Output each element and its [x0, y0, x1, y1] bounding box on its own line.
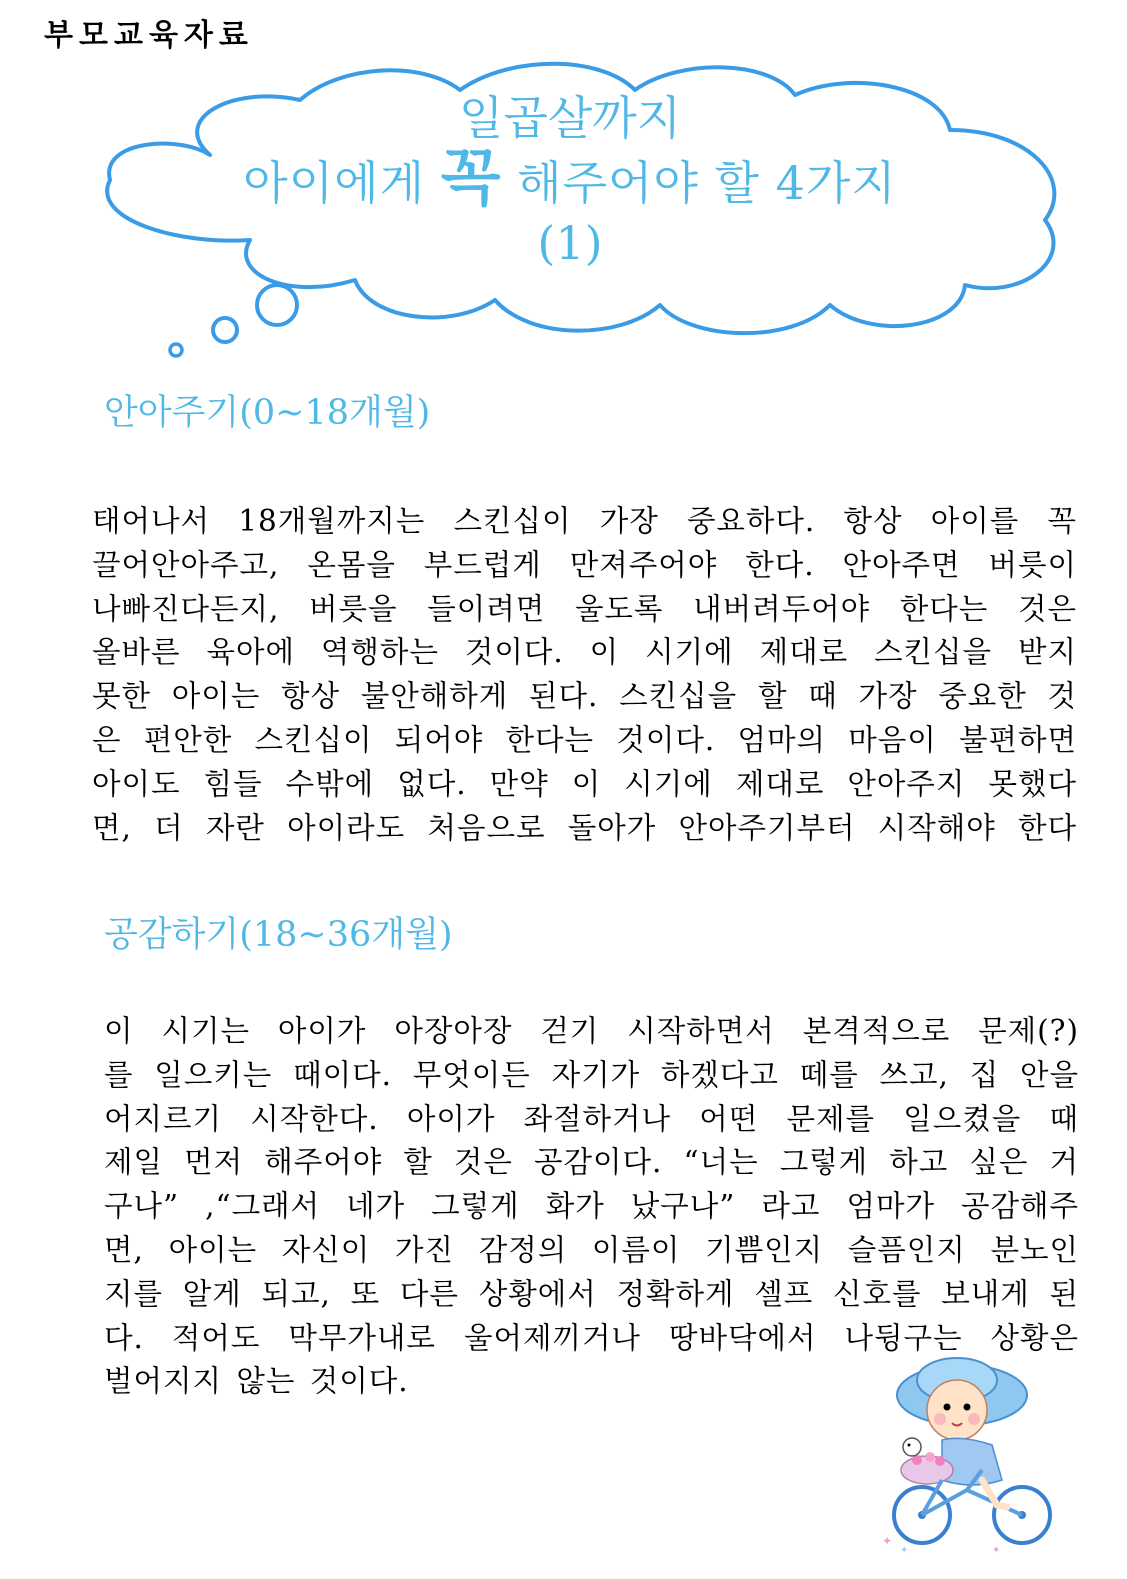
- title-line-2-start: 아이에게: [243, 156, 441, 210]
- svg-text:✦: ✦: [900, 1545, 909, 1555]
- paragraph-line: 아이도 힘들 수밖에 없다. 만약 이 시기에 제대로 안아주지 못했다: [92, 766, 1077, 801]
- girl-on-bicycle-icon: [872, 1355, 1072, 1555]
- paragraph-line: 면, 더 자란 아이라도 처음으로 돌아가 안아주기부터 시작해야 한다: [92, 810, 1077, 845]
- title-line-3: (1): [537, 216, 603, 270]
- section-heading-empathy: 공감하기(18~36개월): [104, 915, 453, 955]
- paragraph-line: 나빠진다든지, 버릇을 들이려면 울도록 내버려두어야 한다는 것은: [92, 591, 1077, 626]
- document-category-label: 부모교육자료: [44, 18, 254, 53]
- paragraph-line: 벌어지지 않는 것이다.: [104, 1364, 409, 1399]
- title-line-1: 일곱살까지: [458, 91, 682, 145]
- section-body-empathy: [104, 1010, 1079, 1404]
- paragraph-line: 면, 아이는 자신이 가진 감정의 이름이 기쁨인지 슬픔인지 분노인: [104, 1232, 1079, 1267]
- paragraph-line: 끌어안아주고, 온몸을 부드럽게 만져주어야 한다. 안아주면 버릇이: [92, 547, 1077, 582]
- section-body-hugging: [92, 500, 1077, 850]
- paragraph-line: 올바른 육아에 역행하는 것이다. 이 시기에 제대로 스킨십을 받지: [92, 635, 1077, 670]
- page-title: [120, 88, 1020, 273]
- paragraph-line: 를 일으키는 때이다. 무엇이든 자기가 하겠다고 떼를 쓰고, 집 안을: [104, 1057, 1079, 1092]
- paragraph-line: 다. 적어도 막무가내로 울어제끼거나 땅바닥에서 나뒹구는 상황은: [104, 1320, 1079, 1355]
- title-line-2-end: 해주어야 할 4가지: [501, 156, 897, 210]
- paragraph-line: 어지르기 시작한다. 아이가 좌절하거나 어떤 문제를 일으켰을 때: [104, 1101, 1079, 1136]
- title-emphasis: 꼭: [440, 141, 502, 214]
- svg-text:✦: ✦: [882, 1534, 893, 1548]
- svg-text:✦: ✦: [992, 1545, 1001, 1555]
- paragraph-line: 은 편안한 스킨십이 되어야 한다는 것이다. 엄마의 마음이 불편하면: [92, 722, 1077, 757]
- paragraph-line: 지를 알게 되고, 또 다른 상황에서 정확하게 셀프 신호를 보내게 된: [104, 1276, 1079, 1311]
- paragraph-line: 못한 아이는 항상 불안해하게 된다. 스킨십을 할 때 가장 중요한 것: [92, 679, 1077, 714]
- paragraph-line: 이 시기는 아이가 아장아장 걷기 시작하면서 본격적으로 문제(?): [104, 1014, 1079, 1048]
- paragraph-line: 태어나서 18개월까지는 스킨십이 가장 중요하다. 항상 아이를 꼭: [92, 504, 1077, 538]
- section-heading-hugging: 안아주기(0~18개월): [104, 393, 431, 433]
- paragraph-line: 구나” ,“그래서 네가 그렇게 화가 났구나” 라고 엄마가 공감해주: [104, 1189, 1079, 1224]
- title-line-2: [120, 141, 1020, 214]
- paragraph-line: 제일 먼저 해주어야 할 것은 공감이다. “너는 그렇게 하고 싶은 거: [104, 1145, 1079, 1180]
